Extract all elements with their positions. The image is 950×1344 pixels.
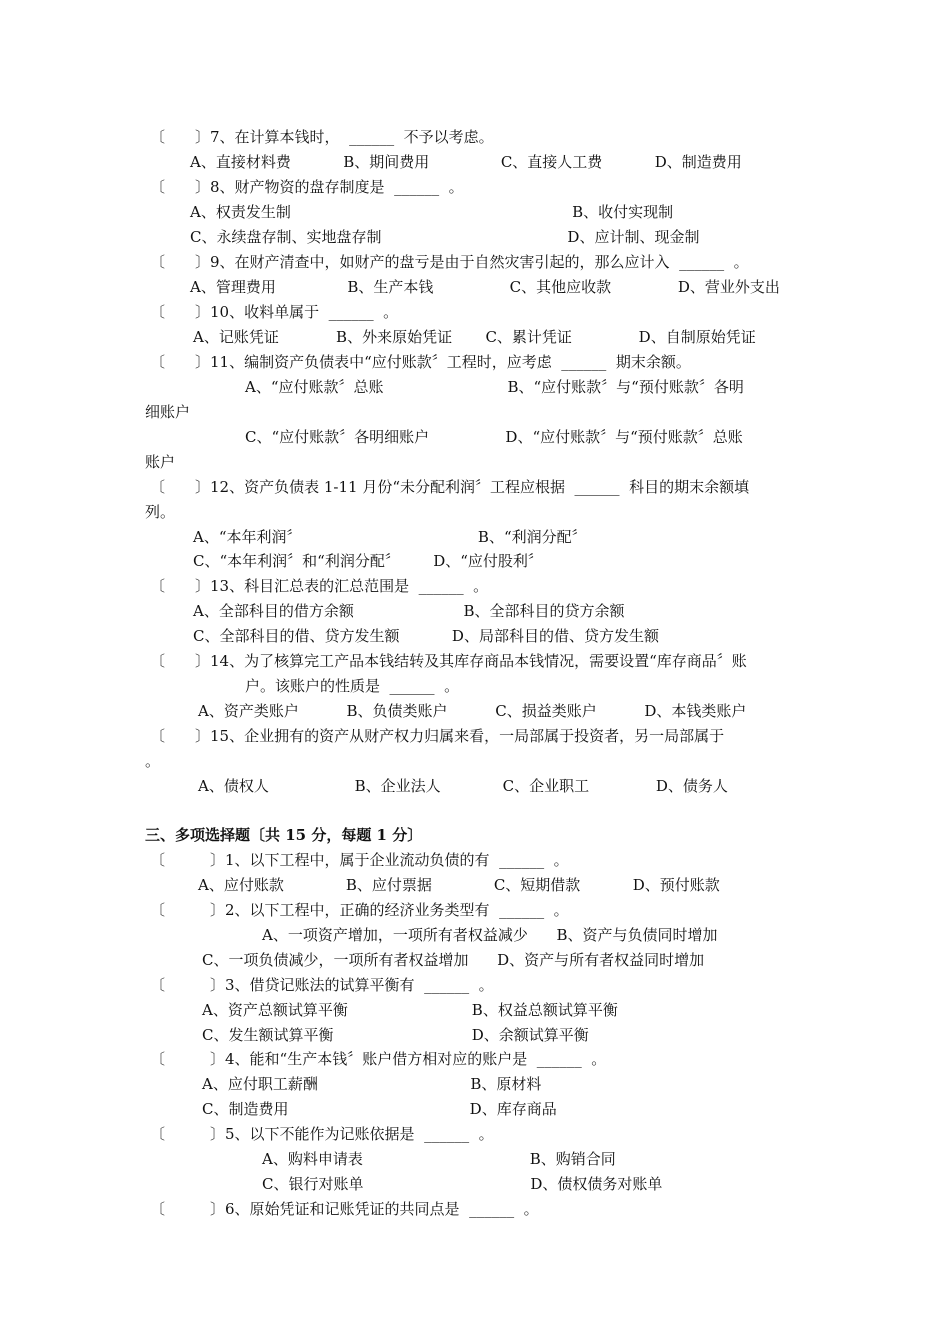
mq4-options-cd: C、制造费用 D、库存商品	[202, 1100, 557, 1118]
q13-question: 〔 〕13、科目汇总表的汇总范围是 ______ 。	[150, 577, 489, 595]
mq4-options-ab: A、应付职工薪酬 B、原材料	[202, 1075, 542, 1093]
q12-question-cont: 列。	[145, 503, 176, 521]
q11-question: 〔 〕11、编制资产负债表中“应付账款〞工程时，应考虑 ______ 期末余额。	[150, 353, 691, 371]
q9-question: 〔 〕9、在财产清查中，如财产的盘亏是由于自然灾害引起的，那么应计入 ______ 。	[150, 253, 749, 271]
q14-options: A、资产类账户 B、负债类账户 C、损益类账户 D、本钱类账户	[198, 702, 747, 720]
q9-options: A、管理费用 B、生产本钱 C、其他应收款 D、营业外支出	[190, 278, 780, 296]
mq3-options-cd: C、发生额试算平衡 D、余额试算平衡	[202, 1026, 589, 1044]
q12-question: 〔 〕12、资产负债表 1-11 月份“未分配利润〞工程应根据 ______ 科目的期末余额填	[150, 478, 750, 496]
mq5-options-cd: C、银行对账单 D、债权债务对账单	[262, 1175, 663, 1193]
q11-options-ab-cont: 细账户	[145, 403, 191, 421]
q11-options-cd-cont: 账户	[145, 453, 176, 471]
q10-question: 〔 〕10、收料单属于 ______ 。	[150, 303, 399, 321]
mq2-options-cd: C、一项负债减少，一项所有者权益增加 D、资产与所有者权益同时增加	[202, 951, 705, 969]
mq3-options-ab: A、资产总额试算平衡 B、权益总额试算平衡	[202, 1001, 618, 1019]
mq6-question: 〔 〕6、原始凭证和记账凭证的共同点是 ______ 。	[150, 1200, 539, 1218]
mq5-question: 〔 〕5、以下不能作为记账依据是 ______ 。	[150, 1125, 494, 1143]
q15-question: 〔 〕15、企业拥有的资产从财产权力归属来看，一局部属于投资者，另一局部属于	[150, 727, 725, 745]
q8-options-ab: A、权责发生制 B、收付实现制	[190, 203, 674, 221]
q14-question: 〔 〕14、为了核算完工产品本钱结转及其库存商品本钱情况，需要设置“库存商品〞账	[150, 652, 747, 670]
mq5-options-ab: A、购料申请表 B、购销合同	[262, 1150, 616, 1168]
q15-question-cont: 。	[145, 752, 161, 770]
mq2-options-ab: A、一项资产增加，一项所有者权益减少 B、资产与负债同时增加	[262, 926, 718, 944]
q11-options-ab: A、“应付账款〞总账 B、“应付账款〞与“预付账款〞各明	[245, 378, 744, 396]
mq1-options: A、应付账款 B、应付票据 C、短期借款 D、预付账款	[198, 876, 720, 894]
q13-options-cd: C、全部科目的借、贷方发生额 D、局部科目的借、贷方发生额	[193, 627, 659, 645]
q8-options-cd: C、永续盘存制、实地盘存制 D、应计制、现金制	[190, 228, 700, 246]
q11-options-cd: C、“应付账款〞各明细账户 D、“应付账款〞与“预付账款〞总账	[245, 428, 743, 446]
q8-question: 〔 〕8、财产物资的盘存制度是 ______ 。	[150, 178, 464, 196]
q14-question-cont: 户。该账户的性质是 ______ 。	[245, 677, 460, 695]
q15-options: A、债权人 B、企业法人 C、企业职工 D、债务人	[198, 777, 728, 795]
mq4-question: 〔 〕4、能和“生产本钱〞账户借方相对应的账户是 ______ 。	[150, 1050, 607, 1068]
mq2-question: 〔 〕2、以下工程中，正确的经济业务类型有 ______ 。	[150, 901, 569, 919]
mq1-question: 〔 〕1、以下工程中，属于企业流动负债的有 ______ 。	[150, 851, 569, 869]
q12-options-cd: C、“本年利润〞和“利润分配〞 D、“应付股利〞	[193, 552, 543, 570]
q13-options-ab: A、全部科目的借方余额 B、全部科目的贷方余额	[193, 602, 625, 620]
section-three-heading: 三、多项选择题〔共 15 分，每题 1 分〕	[145, 826, 423, 844]
q7-question: 〔 〕7、在计算本钱时， ______ 不予以考虑。	[150, 128, 494, 146]
q7-options: A、直接材料费 B、期间费用 C、直接人工费 D、制造费用	[190, 153, 742, 171]
mq3-question: 〔 〕3、借贷记账法的试算平衡有 ______ 。	[150, 976, 494, 994]
q12-options-ab: A、“本年利润〞 B、“利润分配〞	[193, 528, 587, 546]
q10-options: A、记账凭证 B、外来原始凭证 C、累计凭证 D、自制原始凭证	[193, 328, 756, 346]
